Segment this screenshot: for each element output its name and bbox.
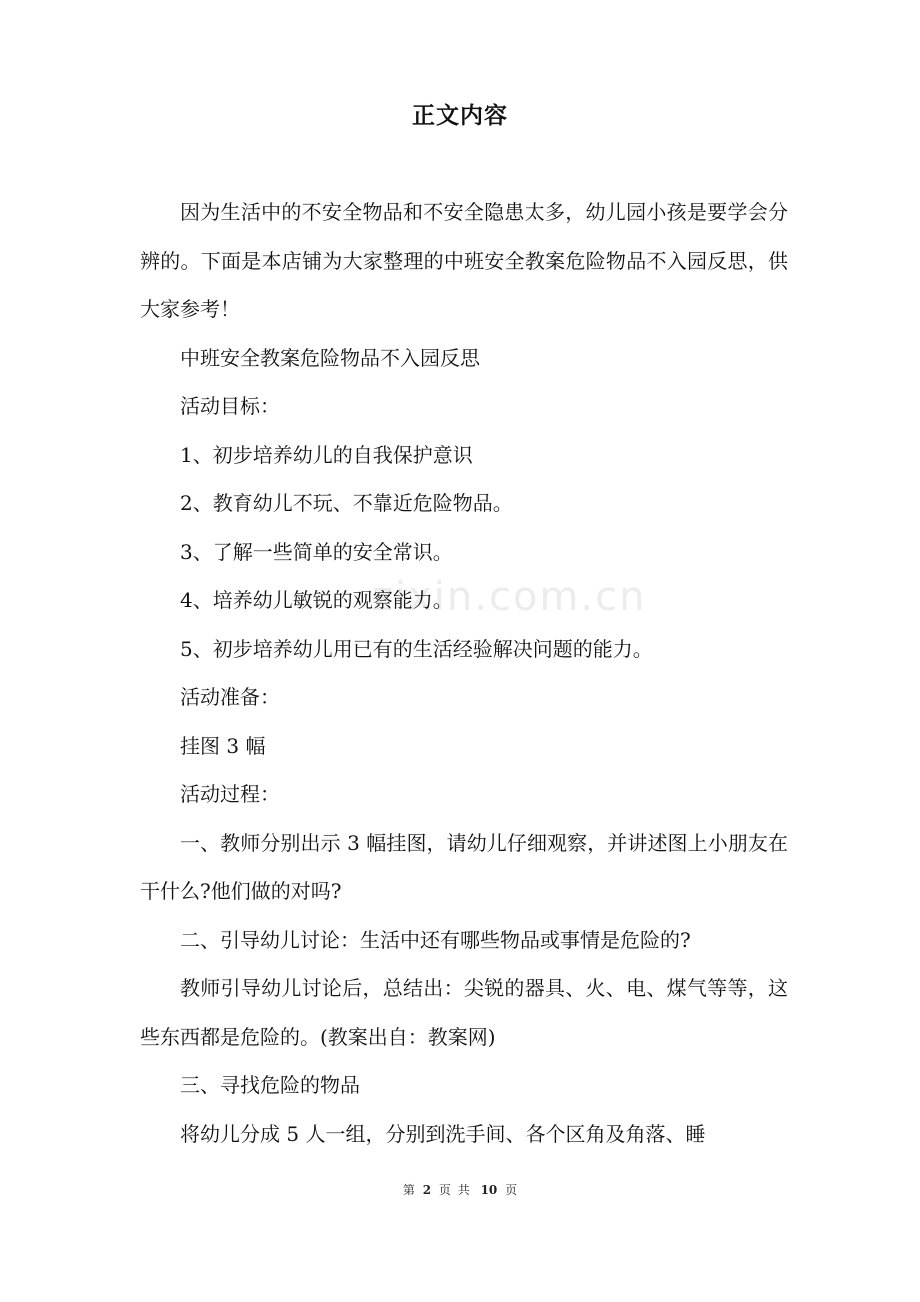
paragraph: 二、引导幼儿讨论：生活中还有哪些物品或事情是危险的? bbox=[180, 927, 691, 952]
paragraph: 活动目标： bbox=[180, 394, 280, 418]
footer-total-word: 共 bbox=[457, 1183, 470, 1197]
paragraph: 活动准备： bbox=[180, 685, 280, 709]
paragraph: 中班安全教案危险物品不入园反思 bbox=[180, 345, 480, 370]
footer-page-word: 页 bbox=[438, 1183, 451, 1197]
paragraph: 5、初步培养幼儿用已有的生活经验解决问题的能力。 bbox=[180, 636, 653, 661]
paragraph: 三、寻找危险的物品 bbox=[180, 1073, 360, 1097]
page-footer bbox=[0, 1180, 920, 1200]
paragraph: 2、教育幼儿不玩、不靠近危险物品。 bbox=[180, 491, 513, 515]
paragraph: 挂图 3 幅 bbox=[180, 733, 266, 758]
paragraph: 活动过程： bbox=[180, 782, 280, 806]
page-title: 正文内容 bbox=[412, 102, 508, 129]
paragraph: 4、培养幼儿敏锐的观察能力。 bbox=[180, 588, 453, 612]
paragraph: 1、初步培养幼儿的自我保护意识 bbox=[180, 442, 473, 467]
paragraph: 一、教师分别出示 3 幅挂图，请幼儿仔细观察，并讲述图上小朋友在干什么?他们做的对吗? bbox=[140, 830, 788, 903]
paragraph: 教师引导幼儿讨论后，总结出：尖锐的器具、火、电、煤气等等，这些东西都是危险的。(教案出自：教案网) bbox=[140, 976, 788, 1049]
watermark: zixin.com.cn bbox=[372, 574, 647, 620]
paragraph: 将幼儿分成 5 人一组，分别到洗手间、各个区角及角落、睡 bbox=[180, 1121, 706, 1146]
footer-current-page: 2 bbox=[422, 1183, 432, 1197]
footer-prefix: 第 bbox=[402, 1183, 415, 1197]
document-body bbox=[140, 188, 788, 1158]
footer-suffix: 页 bbox=[505, 1183, 518, 1197]
paragraph: 3、了解一些简单的安全常识。 bbox=[180, 539, 453, 564]
paragraph: 因为生活中的不安全物品和不安全隐患太多，幼儿园小孩是要学会分辨的。下面是本店铺为大家整理的中班安全教案危险物品不入园反思，供大家参考！ bbox=[140, 200, 788, 321]
footer-total-pages: 10 bbox=[480, 1183, 498, 1197]
